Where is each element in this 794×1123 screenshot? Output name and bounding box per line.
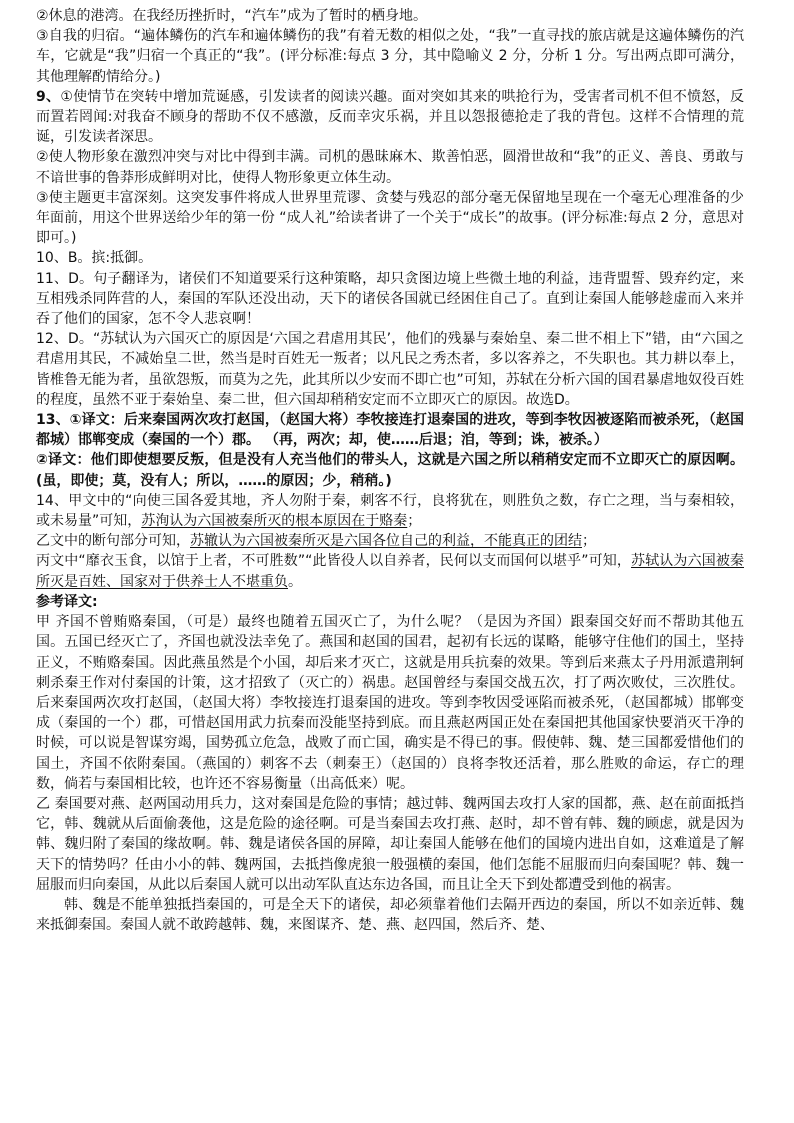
reference-translation-a: 甲 齐国不曾贿赂秦国，（可是）最终也随着五国灭亡了，为什么呢？（是因为齐国）跟秦国交好而不帮助其他五国。五国已经灭亡了，齐国也就没法幸免了。燕国和赵国的国君，起初有长远的谋略，能够守住他们的国土，坚持正义，不贿赂秦国。因此燕虽然是个小国，却后来才灭亡，这就是用兵抗秦的效果。等到后来燕太子丹用派遣荆轲刺杀秦王作对付秦国的计策，这才招致了（灭亡的）祸患。赵国曾经与秦国交战五次，打了两次败仗，三次胜仗。后来秦国两次攻打赵国，（赵国大将）李牧接连打退秦国的进攻。等到李牧因受诬陷而被杀死，（赵国都城）邯郸变成（秦国的一个）郡，可惜赵国用武力抗秦而没能坚持到底。而且燕赵两国正处在秦国把其他国家快要消灭干净的时候，可以说是智谋穷竭，国势孤立危急，战败了而亡国，确实是不得已的事。假使韩、魏、楚三国都爱惜他们的国土，齐国不依附秦国。（燕国的）刺客不去（刺秦王）（赵国的）良将李牧还活着，那么胜败的命运，存亡的理数，倘若与秦国相比较，也许还不容易衡量（出高低来）呢。 [36, 614, 744, 792]
answer-14-a-end: ； [407, 513, 422, 530]
question-number: 9、 [36, 88, 61, 105]
answer-14-c-text: 丙文中“靡衣玉食，以馆于上者，不可胜数”“此皆役人以自养者，民何以支而国何以堪乎”可知， [36, 553, 632, 570]
answer-14-c-end: 。 [288, 573, 302, 590]
answer-13-translation-1: 13、①译文：后来秦国两次攻打赵国，（赵国大将）李牧接连打退秦国的进攻，等到李牧因被逐陷而被杀死，（赵国都城）邯郸变成（秦国的一个）郡。 （再，两次；却，使……后退；洎，等到；诛，被杀。） [36, 412, 744, 449]
answer-14-part-c [36, 551, 744, 591]
answer-14-b-text: 乙文中的断句部分可知， [36, 533, 190, 550]
answer-14-b-end: ； [582, 533, 596, 550]
answer-9-point-3-cont: ③自我的归宿。“遍体鳞伤的汽车和遍体鳞伤的我”有着无数的相似之处，“我”一直寻找的旅店就是这遍体鳞伤的汽车，它就是“我”归宿一个真正的“我”。(评分标准:每点 3 分，其中隐喻义 2 分，分析 1 分。写出两点即可满分，其他理解酌情给分。) [36, 28, 744, 85]
answer-9-point-2-cont: ②休息的港湾。在我经历挫折时，“汽车”成为了暂时的栖身地。 [36, 8, 428, 24]
reference-translation-b-cont: 韩、魏是不能单独抵挡秦国的，可是全天下的诸侯，却必须靠着他们去隔开西边的秦国，所以不如亲近韩、魏来抵御秦国。秦国人就不敢跨越韩、魏，来图谋齐、楚、燕、赵四国，然后齐、楚、 [36, 896, 744, 934]
answer-14-b-underlined: 苏辙认为六国被秦所灭是六国各位自己的利益，不能真正的团结 [190, 533, 582, 550]
answer-14-part-b [36, 531, 744, 551]
answer-14-a-text: 14、甲文中的“向使三国各爱其地，齐人勿附于秦，刺客不行，良将犹在，则胜负之数，存亡之理，当与秦相较，或未易量”可知， [36, 492, 744, 530]
answer-9-point-1: ①使情节在突转中增加荒诞感，引发读者的阅读兴趣。面对突如其来的哄抢行为，受害者司机不但不愤怒，反而置若罔闻:对我奋不顾身的帮助不仅不感激，反而幸灾乐祸，并且以怨报德抢走了我的背包。这样不合情理的荒诞，引发读者深思。 [36, 88, 744, 146]
reference-translation-heading: 参考译文: [36, 593, 98, 610]
answer-9-point-3: ③使主题更丰富深刻。这突发事件将成人世界里荒谬、贪婪与残忍的部分毫无保留地呈现在一个毫无心理准备的少年面前，用这个世界送给少年的第一份 “成人礼”给读者讲了一个关于“成长”的故事。(评分标准:每点 2 分，意思对即可。) [36, 189, 744, 247]
answer-13-translation-2: ②译文：他们即使想要反叛，但是没有人充当他们的带头人，这就是六国之所以稍稍安定而不立即灭亡的原因啊。(虽，即使；莫，没有人；所以，……的原因；少，稍稍。) [36, 452, 744, 489]
answer-12: 12、D。“苏轼认为六国灭亡的原因是‘六国之君虐用其民’，他们的残暴与秦始皇、秦二世不相上下”错，由“六国之君虐用其民，不减始皇二世，然当是时百姓无一叛者；以凡民之秀杰者，多以客养之，不失职也。其力耕以奉上，皆椎鲁无能为者，虽欲怨叛，而莫为之先，此其所以少安而不即亡也”可知，苏轼在分析六国的国君暴虐地奴役百姓的程度，虽然不亚于秦始皇、秦二世，但六国却稍稍安定而不立即灭亡的原因。故选D。 [36, 331, 744, 408]
answer-14-c-underlined: 苏轼认为六国被秦所灭是百姓、国家对于供养士人不堪重负 [36, 553, 744, 590]
answer-10: 10、B。摈:抵御。 [36, 250, 153, 267]
reference-translation-b: 乙 秦国要对燕、赵两国动用兵力，这对秦国是危险的事情；越过韩、魏两国去攻打人家的国都，燕、赵在前面抵挡它，韩、魏就从后面偷袭他，这是危险的途径啊。可是当秦国去攻打燕、赵时，却不曾有韩、魏的顾虑，就是因为韩、魏归附了秦国的缘故啊。韩、魏是诸侯各国的屏障，却让秦国人能够在他们的国境内进出自如，这难道是了解天下的情势吗？任由小小的韩、魏两国，去抵挡像虎狼一般强横的秦国，他们怎能不屈服而归向秦国呢？韩、魏一屈服而归向秦国，从此以后秦国人就可以出动军队直达东边各国，而且让全天下到处都遭受到他的祸害。 [36, 795, 744, 893]
answer-14-a-underlined: 苏洵认为六国被秦所灭的根本原因在于赂秦 [141, 513, 408, 530]
answer-14-part-a [36, 491, 744, 531]
answer-11: 11、D。句子翻译为，诸侯们不知道要采行这种策略，却只贪图边境上些微土地的利益，违背盟誓、毁弃约定，来互相残杀同阵营的人，秦国的军队还没出动，天下的诸侯各国就已经困住自己了。直到让秦国人能够趁虚而入来并吞了他们的国家，怎不令人悲哀啊！ [36, 270, 744, 328]
answer-9-point-2: ②使人物形象在激烈冲突与对比中得到丰满。司机的愚昧麻木、欺善怕恶，圆滑世故和“我”的正义、善良、勇敢与不谙世事的鲁莽形成鲜明对比，使得人物形象更立体生动。 [36, 149, 744, 186]
answer-9 [36, 87, 744, 148]
